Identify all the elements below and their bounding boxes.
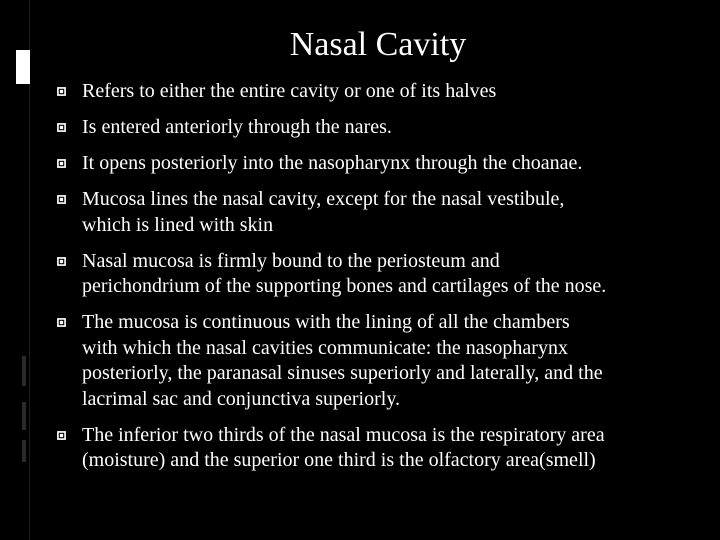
bullet-text-line: which is lined with skin xyxy=(82,213,274,236)
bullet-text-line: perichondrium of the supporting bones and cartilages of the nose. xyxy=(82,275,607,297)
bullet-text-line: The mucosa is continuous with the lining of all the chambers xyxy=(82,311,570,333)
bullet-text-line: with which the nasal cavities communicate: the nasopharynx xyxy=(82,336,568,359)
square-bullet-icon xyxy=(56,317,67,328)
bullet-item xyxy=(52,151,720,177)
bullet-item xyxy=(52,423,720,474)
bullet-item xyxy=(52,187,720,238)
bullet-text-line: (moisture) and the superior one third is the olfactory area(smell) xyxy=(82,449,596,471)
bullet-text-line: It opens posteriorly into the nasopharynx through the choanae. xyxy=(82,152,583,174)
bullet-text-line: Nasal mucosa is firmly bound to the periosteum and xyxy=(82,249,500,272)
bullet-item xyxy=(52,79,720,105)
square-bullet-icon xyxy=(56,86,67,97)
bullet-text-line: posteriorly, the paranasal sinuses superiorly and laterally, and the xyxy=(82,362,603,384)
side-accent-strip xyxy=(22,440,26,462)
square-bullet-icon xyxy=(56,430,67,441)
bullet-text-line: lacrimal sac and conjunctiva superiorly. xyxy=(82,387,401,410)
slide-title: Nasal Cavity xyxy=(289,26,467,63)
bullet-item xyxy=(52,310,720,412)
side-accent-strip xyxy=(22,402,26,430)
square-bullet-icon xyxy=(56,158,67,169)
bullet-list xyxy=(52,79,720,484)
bullet-text-line: Is entered anteriorly through the nares. xyxy=(82,116,392,138)
bullet-item xyxy=(52,115,720,141)
bullet-text-line: The inferior two thirds of the nasal mucosa is the respiratory area xyxy=(82,423,605,446)
bullet-text-line: Refers to either the entire cavity or one of its halves xyxy=(82,80,497,102)
bullet-item xyxy=(52,249,720,300)
square-bullet-icon xyxy=(56,122,67,133)
square-bullet-icon xyxy=(56,256,67,267)
square-bullet-icon xyxy=(56,194,67,205)
side-accent-strip xyxy=(22,356,26,386)
bullet-text-line: Mucosa lines the nasal cavity, except for the nasal vestibule, xyxy=(82,188,565,210)
